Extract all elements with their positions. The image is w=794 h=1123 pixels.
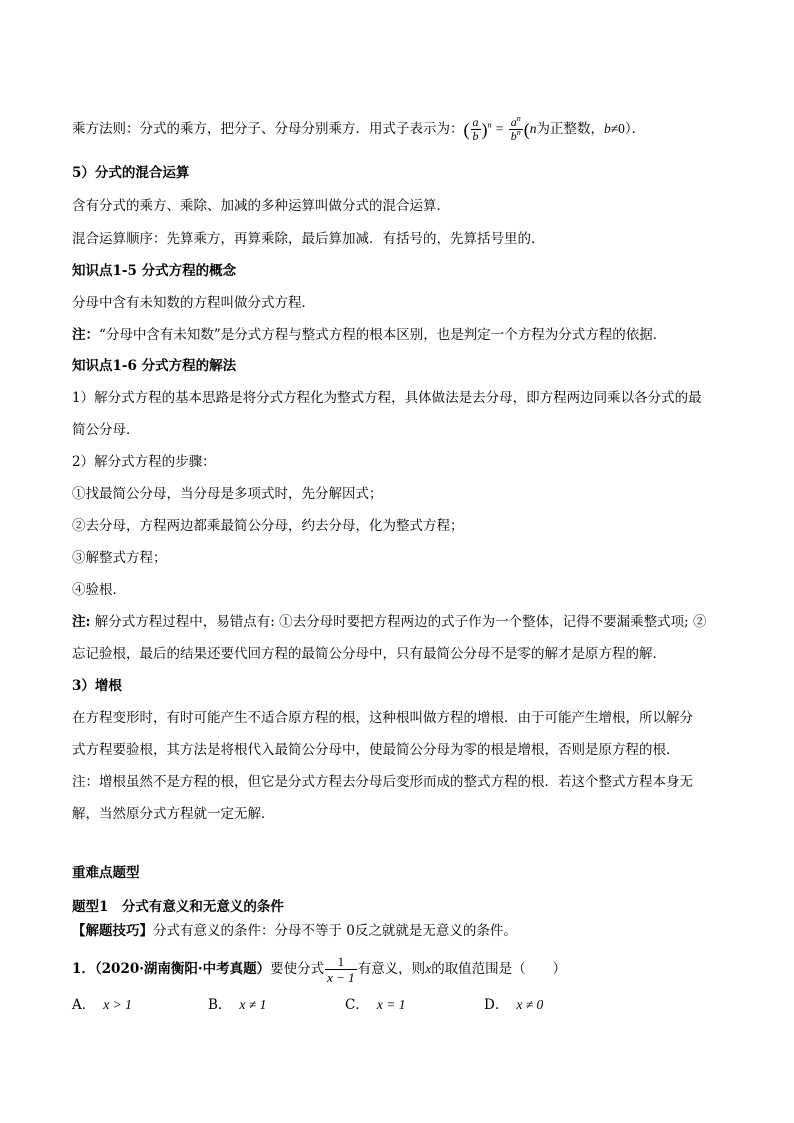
kp15-note: 注：“分母中含有未知数”是分式方程与整式方程的根本区别，也是判定一个方程为分式方程的依据．	[72, 327, 667, 343]
tip-line: 【解题技巧】分式有意义的条件：分母不等于 0反之就就是无意义的条件。	[72, 923, 517, 939]
kp15-heading: 知识点1-5 分式方程的概念	[72, 263, 237, 279]
mixed-ops-order: 混合运算顺序：先算乘方，再算乘除，最后算加减．有括号的，先算括号里的．	[72, 231, 545, 247]
kp16-step3: ③解整式方程；	[72, 550, 167, 566]
extraneous-note-line2: 解，当然原分式方程就一定无解．	[72, 806, 275, 822]
kp16-step4: ④验根．	[72, 582, 126, 598]
kp16-note-line2: 忘记验根，最后的结果还要代回方程的最简公分母中，只有最简公分母不是零的解才是原方程的解．	[72, 646, 666, 662]
kp16-heading: 知识点1-6 分式方程的解法	[72, 358, 237, 374]
question-1-stem: 1．（2020·湖南衡阳·中考真题）要使分式 $\frac{1}{x - 1}$ 有意义，则x的取值范围是（ ）	[72, 954, 567, 985]
option-d[interactable]: D． x ≠ 0	[484, 997, 544, 1013]
power-rule-line: 乘方法则：分式的乘方，把分子、分母分别乘方．用式子表示为：( $\frac{a}{b}$ )$^n$ = $\frac{a^n}{b^n}$ (n为正整数，b≠0）．	[72, 114, 646, 143]
kp16-p1-line2: 简公分母．	[72, 422, 140, 438]
kp16-p2: 2）解分式方程的步骤：	[72, 454, 216, 470]
fraction-an-over-bn: $\frac{a^n}{b^n}$	[510, 114, 521, 143]
option-b[interactable]: B． x ≠ 1	[208, 997, 267, 1013]
extraneous-line1: 在方程变形时，有时可能产生不适合原方程的根，这种根叫做方程的增根．由于可能产生增根，所以解分	[72, 710, 693, 726]
extraneous-line2: 式方程要验根，其方法是将根代入最简公分母中，使最简公分母为零的根是增根，否则是原方程的根．	[72, 742, 680, 758]
kp16-step2: ②去分母，方程两边都乘最简公分母，约去分母，化为整式方程；	[72, 518, 464, 534]
extraneous-heading: 3）增根	[72, 678, 122, 694]
kp16-p1-line1: 1）解分式方程的基本思路是将分式方程化为整式方程，具体做法是去分母，即方程两边同乘以各分式的最	[72, 390, 702, 406]
option-a[interactable]: A． x > 1	[72, 997, 132, 1013]
extraneous-note-line1: 注：增根虽然不是方程的根，但它是分式方程去分母后变形而成的整式方程的根．若这个整式方程本身无	[72, 774, 693, 790]
fraction-a-over-b: $\frac{a}{b}$	[472, 115, 479, 143]
fraction-1-over-x-minus-1: $\frac{1}{x - 1}$	[327, 954, 355, 985]
kp15-definition: 分母中含有未知数的方程叫做分式方程．	[72, 295, 315, 311]
kp16-step1: ①找最简公分母，当分母是多项式时，先分解因式；	[72, 486, 383, 502]
mixed-ops-definition: 含有分式的乘方、乘除、加减的多种运算叫做分式的混合运算．	[72, 198, 450, 214]
kp16-note-line1: 注: 解分式方程过程中，易错点有: ①去分母时要把方程两边的式子作为一个整体，记得不要漏乘整式项; ②	[72, 614, 707, 630]
type-title: 题型1 分式有意义和无意义的条件	[72, 899, 284, 915]
power-rule-text: 乘方法则：分式的乘方，把分子、分母分别乘方．用式子表示为：	[72, 121, 464, 137]
mixed-ops-heading: 5）分式的混合运算	[72, 165, 190, 181]
section-title: 重难点题型	[72, 865, 140, 881]
option-c[interactable]: C． x = 1	[345, 997, 406, 1013]
